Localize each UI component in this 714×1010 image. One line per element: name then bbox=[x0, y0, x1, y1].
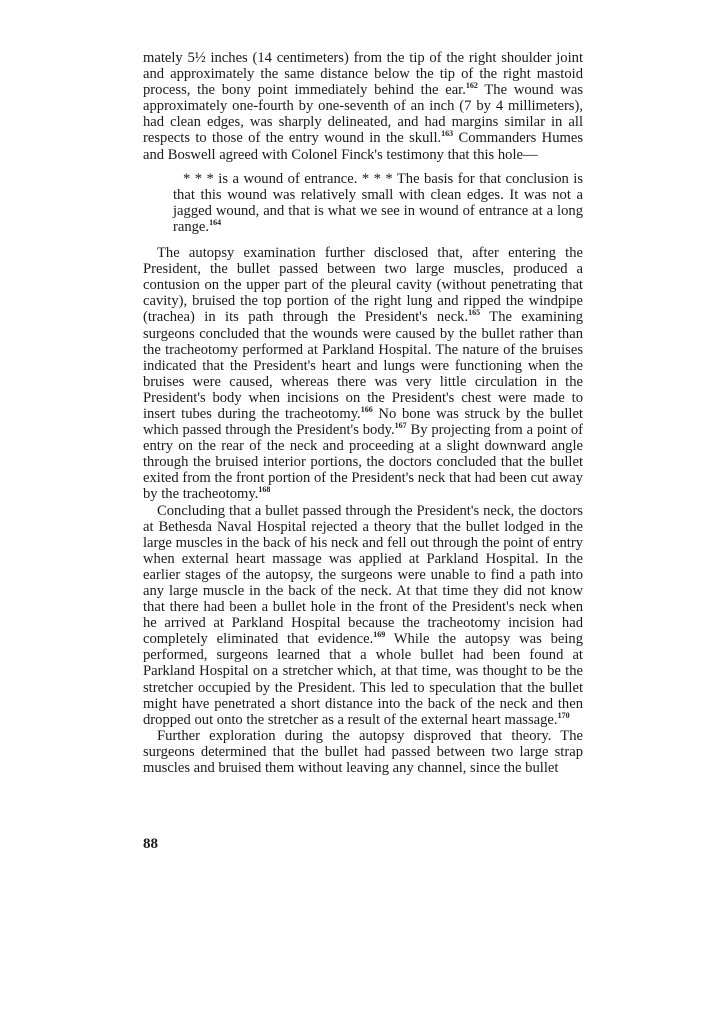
footnote-ref: 168 bbox=[258, 485, 271, 495]
footnote-ref: 170 bbox=[557, 710, 570, 720]
text: Concluding that a bullet passed through the President's neck, the doctors at Bethesda Naval Hospital rejected a theory that the bullet lodged in the large muscles in the back of his neck and fell out through the point of entry when external heart massage was applied at Parkland Hospital. In the earlier stages of the autopsy, the surgeons were unable to find a path into any large muscle in the back of the neck. At that time they did not know that there had been a bullet hole in the front of the President's neck when he arrived at Parkland Hospital because the tracheotomy incision had completely eliminated that evidence. bbox=[143, 502, 583, 648]
text: By projecting from a point of entry on the rear of the neck and proceeding at a slight downward angle through the bruised interior portions, the doctors concluded that the bullet exited from the front portion of the President's neck that had been cut away by the tracheotomy. bbox=[143, 422, 583, 503]
footnote-ref: 163 bbox=[441, 129, 454, 139]
paragraph-continued bbox=[143, 50, 583, 163]
footnote-ref: 166 bbox=[360, 405, 373, 415]
text: No bone was struck by the bullet which passed through the President's body. bbox=[143, 405, 583, 439]
paragraph-autopsy-findings bbox=[143, 245, 583, 503]
page-body bbox=[143, 50, 583, 776]
text: Further exploration during the autopsy disproved that theory. The surgeons determined that the bullet had passed between two large strap muscles and bruised them without leaving any channel, since the bullet bbox=[143, 727, 583, 777]
text: The autopsy examination further disclosed that, after entering the President, the bullet passed between two large muscles, produced a contusion on the upper part of the pleural cavity (without penetrating that cavity), bruised the top portion of the right lung and ripped the windpipe (trachea) in its path through the President's neck. bbox=[143, 245, 583, 326]
paragraph-further-exploration bbox=[143, 728, 583, 776]
text: * * * is a wound of entrance. * * * The basis for that conclusion is that this wound was relatively small with clean edges. It was not a jagged wound, and that is what we see in wound of entrance at a long range. bbox=[173, 170, 583, 235]
text: mately 5½ inches (14 centimeters) from the tip of the right shoulder joint and approximately the same distance below the tip of the right mastoid process, the bony point immediately behind the ear. bbox=[143, 50, 583, 99]
text: Commanders Humes and Boswell agreed with Colonel Finck's testimony that this hole— bbox=[143, 130, 584, 163]
paragraph-theory-rejected bbox=[143, 503, 583, 728]
block-quote bbox=[173, 171, 583, 235]
page-number: 88 bbox=[143, 836, 158, 852]
footnote-ref: 162 bbox=[465, 81, 478, 91]
footnote-ref: 167 bbox=[394, 421, 407, 431]
footnote-ref: 164 bbox=[209, 218, 222, 228]
footnote-ref: 165 bbox=[468, 308, 481, 318]
footnote-ref: 169 bbox=[373, 630, 386, 640]
text: While the autopsy was being performed, surgeons learned that a whole bullet had been found at Parkland Hospital on a stretcher which, at that time, was thought to be the stretcher occupied by the President. This led to speculation that the bullet might have penetrated a short distance into the back of the neck and then dropped out onto the stretcher as a result of the external heart massage. bbox=[143, 631, 583, 728]
text: The wound was approximately one-fourth by one-seventh of an inch (7 by 4 millimeters), had clean edges, was sharply delineated, and had margins similar in all respects to those of the entry wound in the skull. bbox=[143, 82, 584, 147]
text: The examining surgeons concluded that the wounds were caused by the bullet rather than the tracheotomy performed at Parkland Hospital. The nature of the bruises indicated that the President's heart and lungs were functioning when the bruises were caused, whereas there was very little circulation in the President's body when incisions on the President's chest were made to insert tubes during the tracheotomy. bbox=[143, 309, 583, 422]
